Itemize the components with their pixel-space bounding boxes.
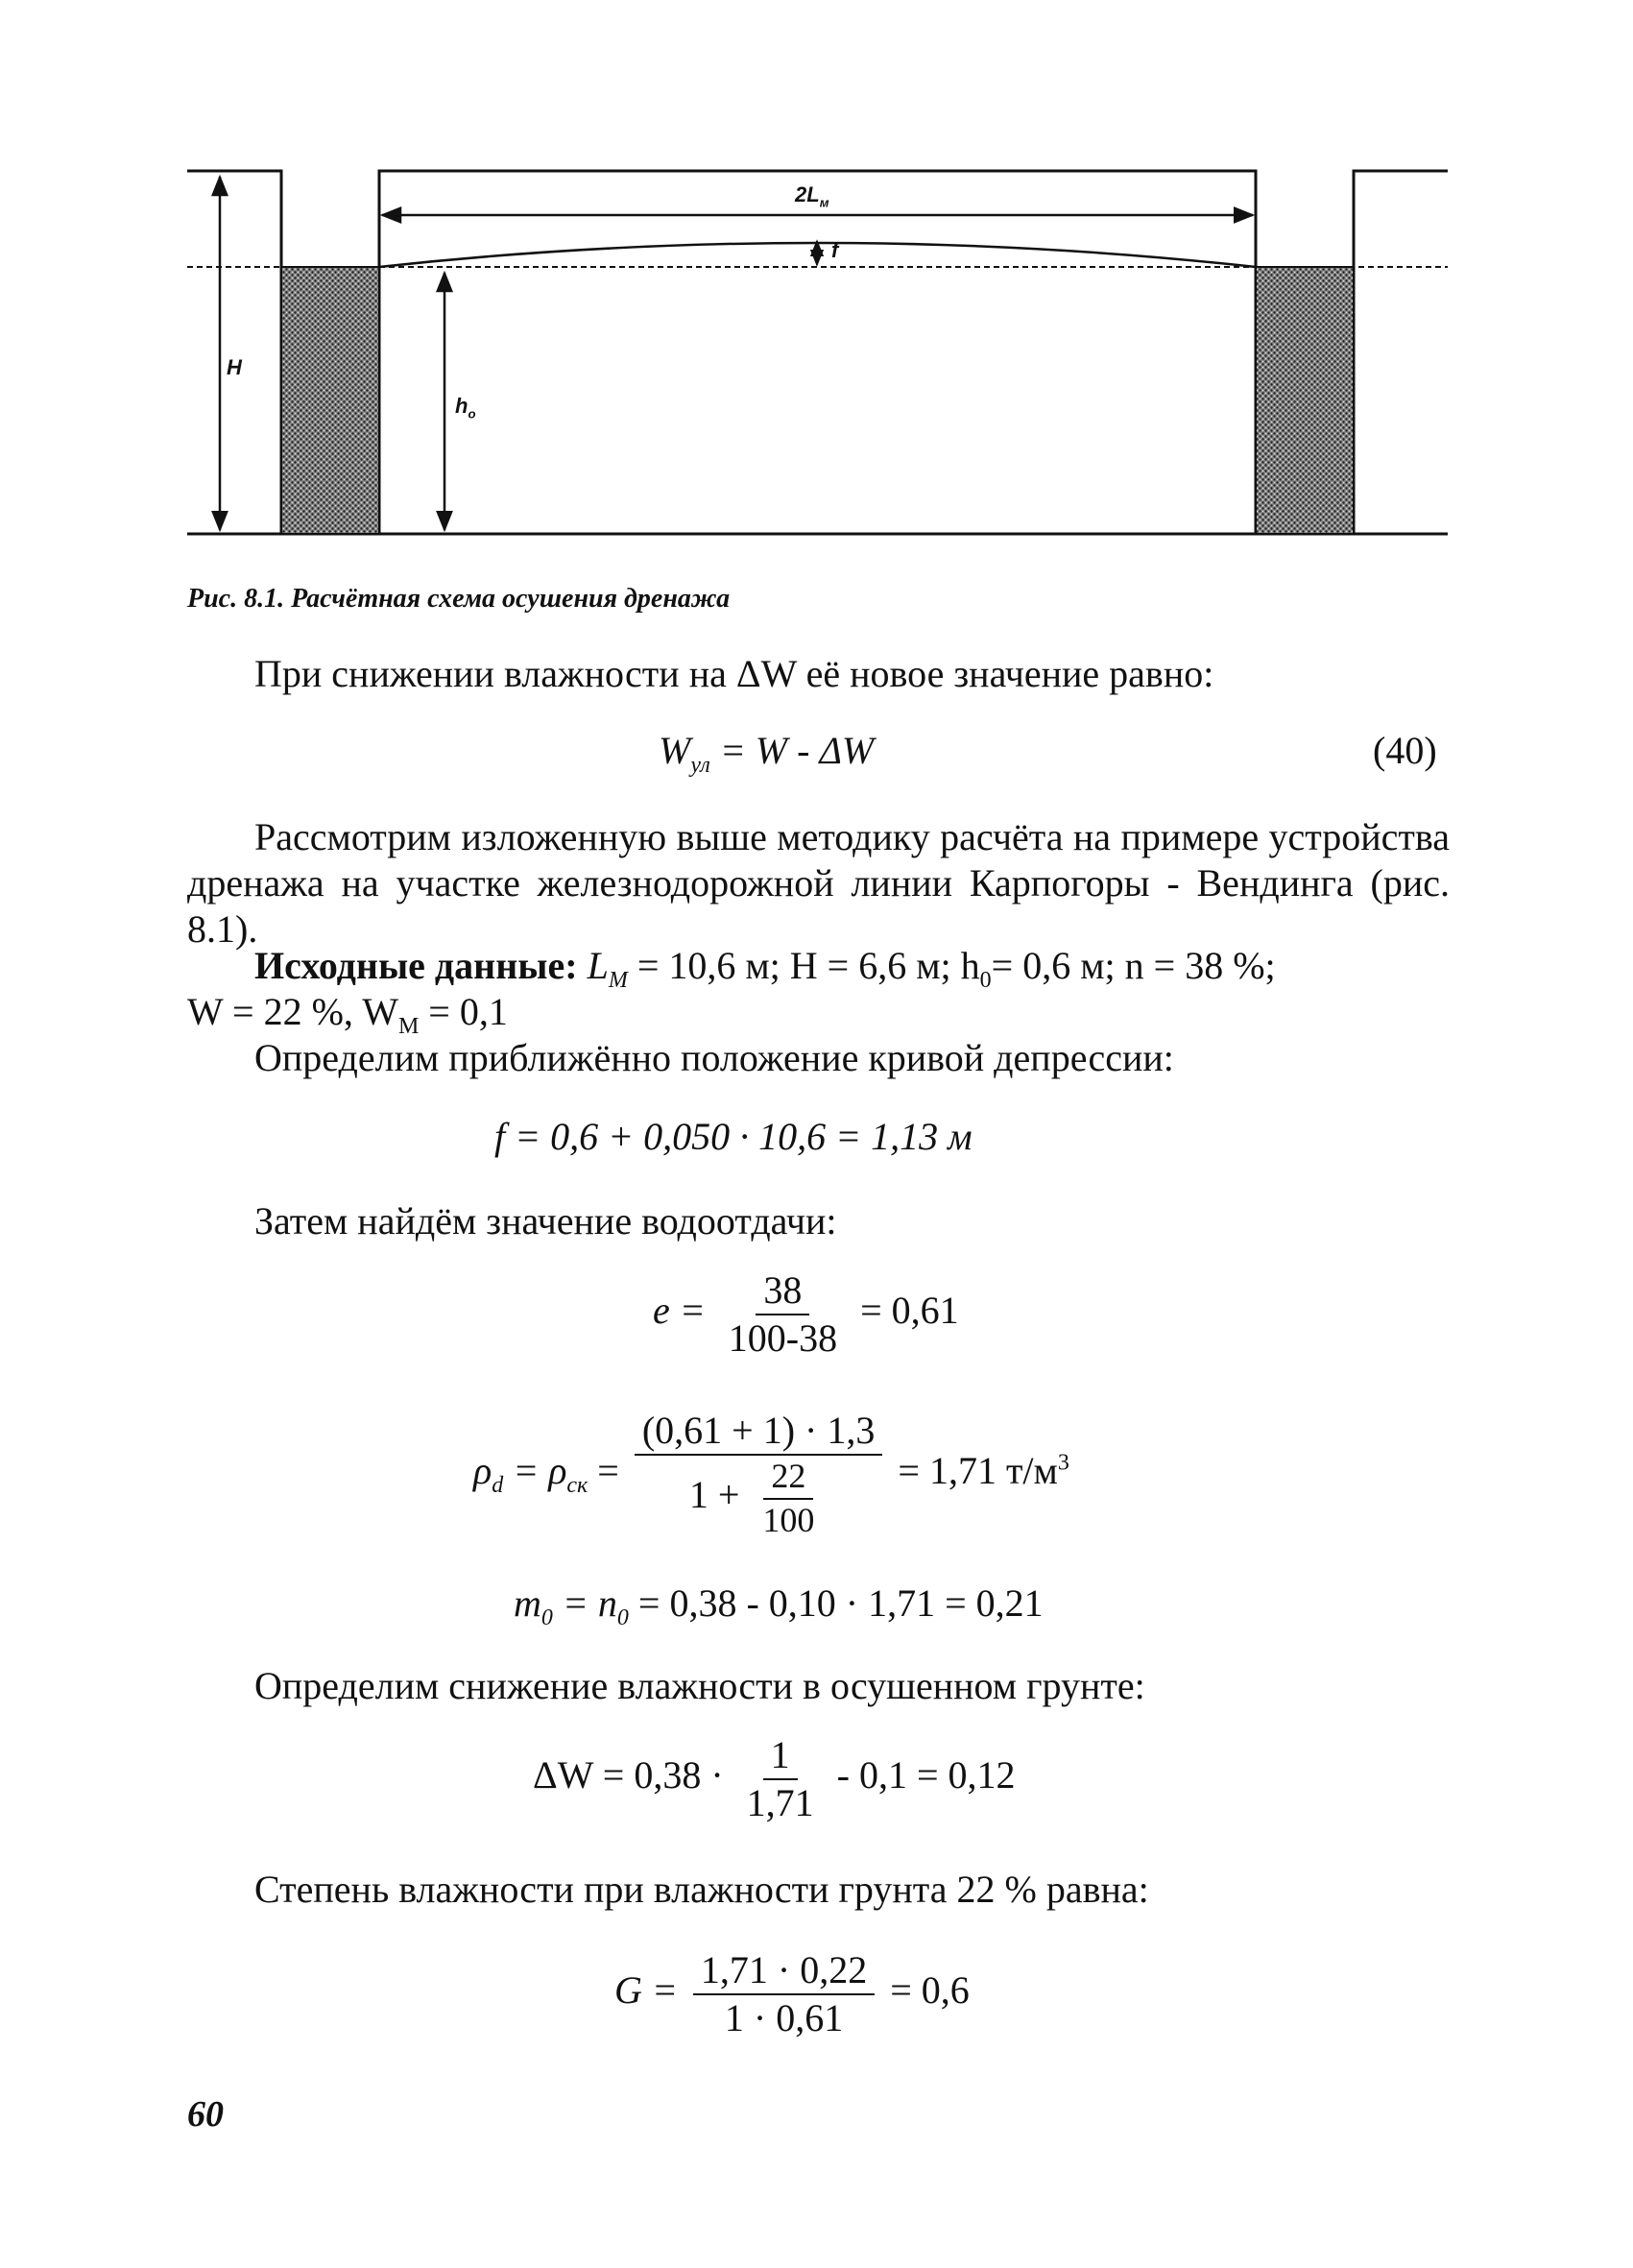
fraction-e: $\frac{38}{100-38}$ [728, 1268, 838, 1360]
paragraph-4: Определим приближённо положение кривой депрессии: [254, 1036, 1174, 1079]
paragraph-5: Затем найдём значение водоотдачи: [254, 1199, 837, 1243]
equation-m0: $m_0 = n_0 = 0,38 - 0,10 \cdot 1,71 = 0,21$ [514, 1581, 1044, 1630]
fraction-rho: (0,61 + 1) · 1,3 1 + $\frac{22}{100}$ [635, 1410, 883, 1539]
label-H: H [227, 355, 242, 379]
fraction-rho-inner: $\frac{22}{100}$ [762, 1457, 815, 1539]
equation-rho: $\rho_d = \rho_{ск}$ = (0,61 + 1) · 1,3 1 + $\frac{22}{100}$ = 1,71 $т/м^3$ [473, 1409, 1069, 1539]
paragraph-2: Рассмотрим изложенную выше методику расчёта на примере устройства дренажа на участке железнодорожной линии Карпогоры - Вендинга (рис. 8.1). [187, 815, 1450, 951]
paragraph-7: Степень влажности при влажности грунта 22 % равна: [254, 1868, 1149, 1911]
paragraph-3-line-2: W = 22 %, $W_M = 0,1$ [187, 990, 508, 1039]
drain-left [281, 267, 379, 534]
paragraph-3: Исходные данные: $L_M = 10,6$ м; H = 6,6 м; $h_0= 0,6$ м; n = 38 %; [254, 944, 1276, 993]
paragraph-1: При снижении влажности на ΔW её новое значение равно: [254, 652, 1214, 695]
fraction-g: $\frac{1,71 \cdot 0,22}{1 \cdot 0,61}$ [693, 1949, 875, 2039]
label-2L: $2L_м$ [795, 182, 829, 210]
equation-g: G = $\frac{1,71 \cdot 0,22}{1 \cdot 0,61}$ = 0,6 [614, 1948, 970, 2039]
label-f: f [831, 238, 839, 262]
equation-e: e = $\frac{38}{100-38}$ = 0,61 [653, 1268, 959, 1360]
equation-number-40: (40) [1373, 729, 1437, 772]
drainage-scheme-figure [0, 0, 1633, 576]
paragraph-6: Определим снижение влажности в осушенном грунте: [254, 1664, 1145, 1707]
label-h0: $h_o$ [455, 394, 476, 422]
drain-right [1256, 267, 1354, 534]
page-number: 60 [187, 2094, 224, 2135]
figure-caption: Рис. 8.1. Расчётная схема осушения дренажа [187, 584, 731, 614]
equation-40: $W_{ул} = W - \Delta W$ [659, 729, 875, 778]
equation-delta-w: ΔW = 0,38 · $\frac{1}{1,71}$ - 0,1 = 0,12 [533, 1733, 1016, 1824]
fraction-delta-w: $\frac{1}{1,71}$ [746, 1733, 814, 1824]
equation-f: f = 0,6 + 0,050 · 10,6 = 1,13 м [494, 1115, 973, 1158]
